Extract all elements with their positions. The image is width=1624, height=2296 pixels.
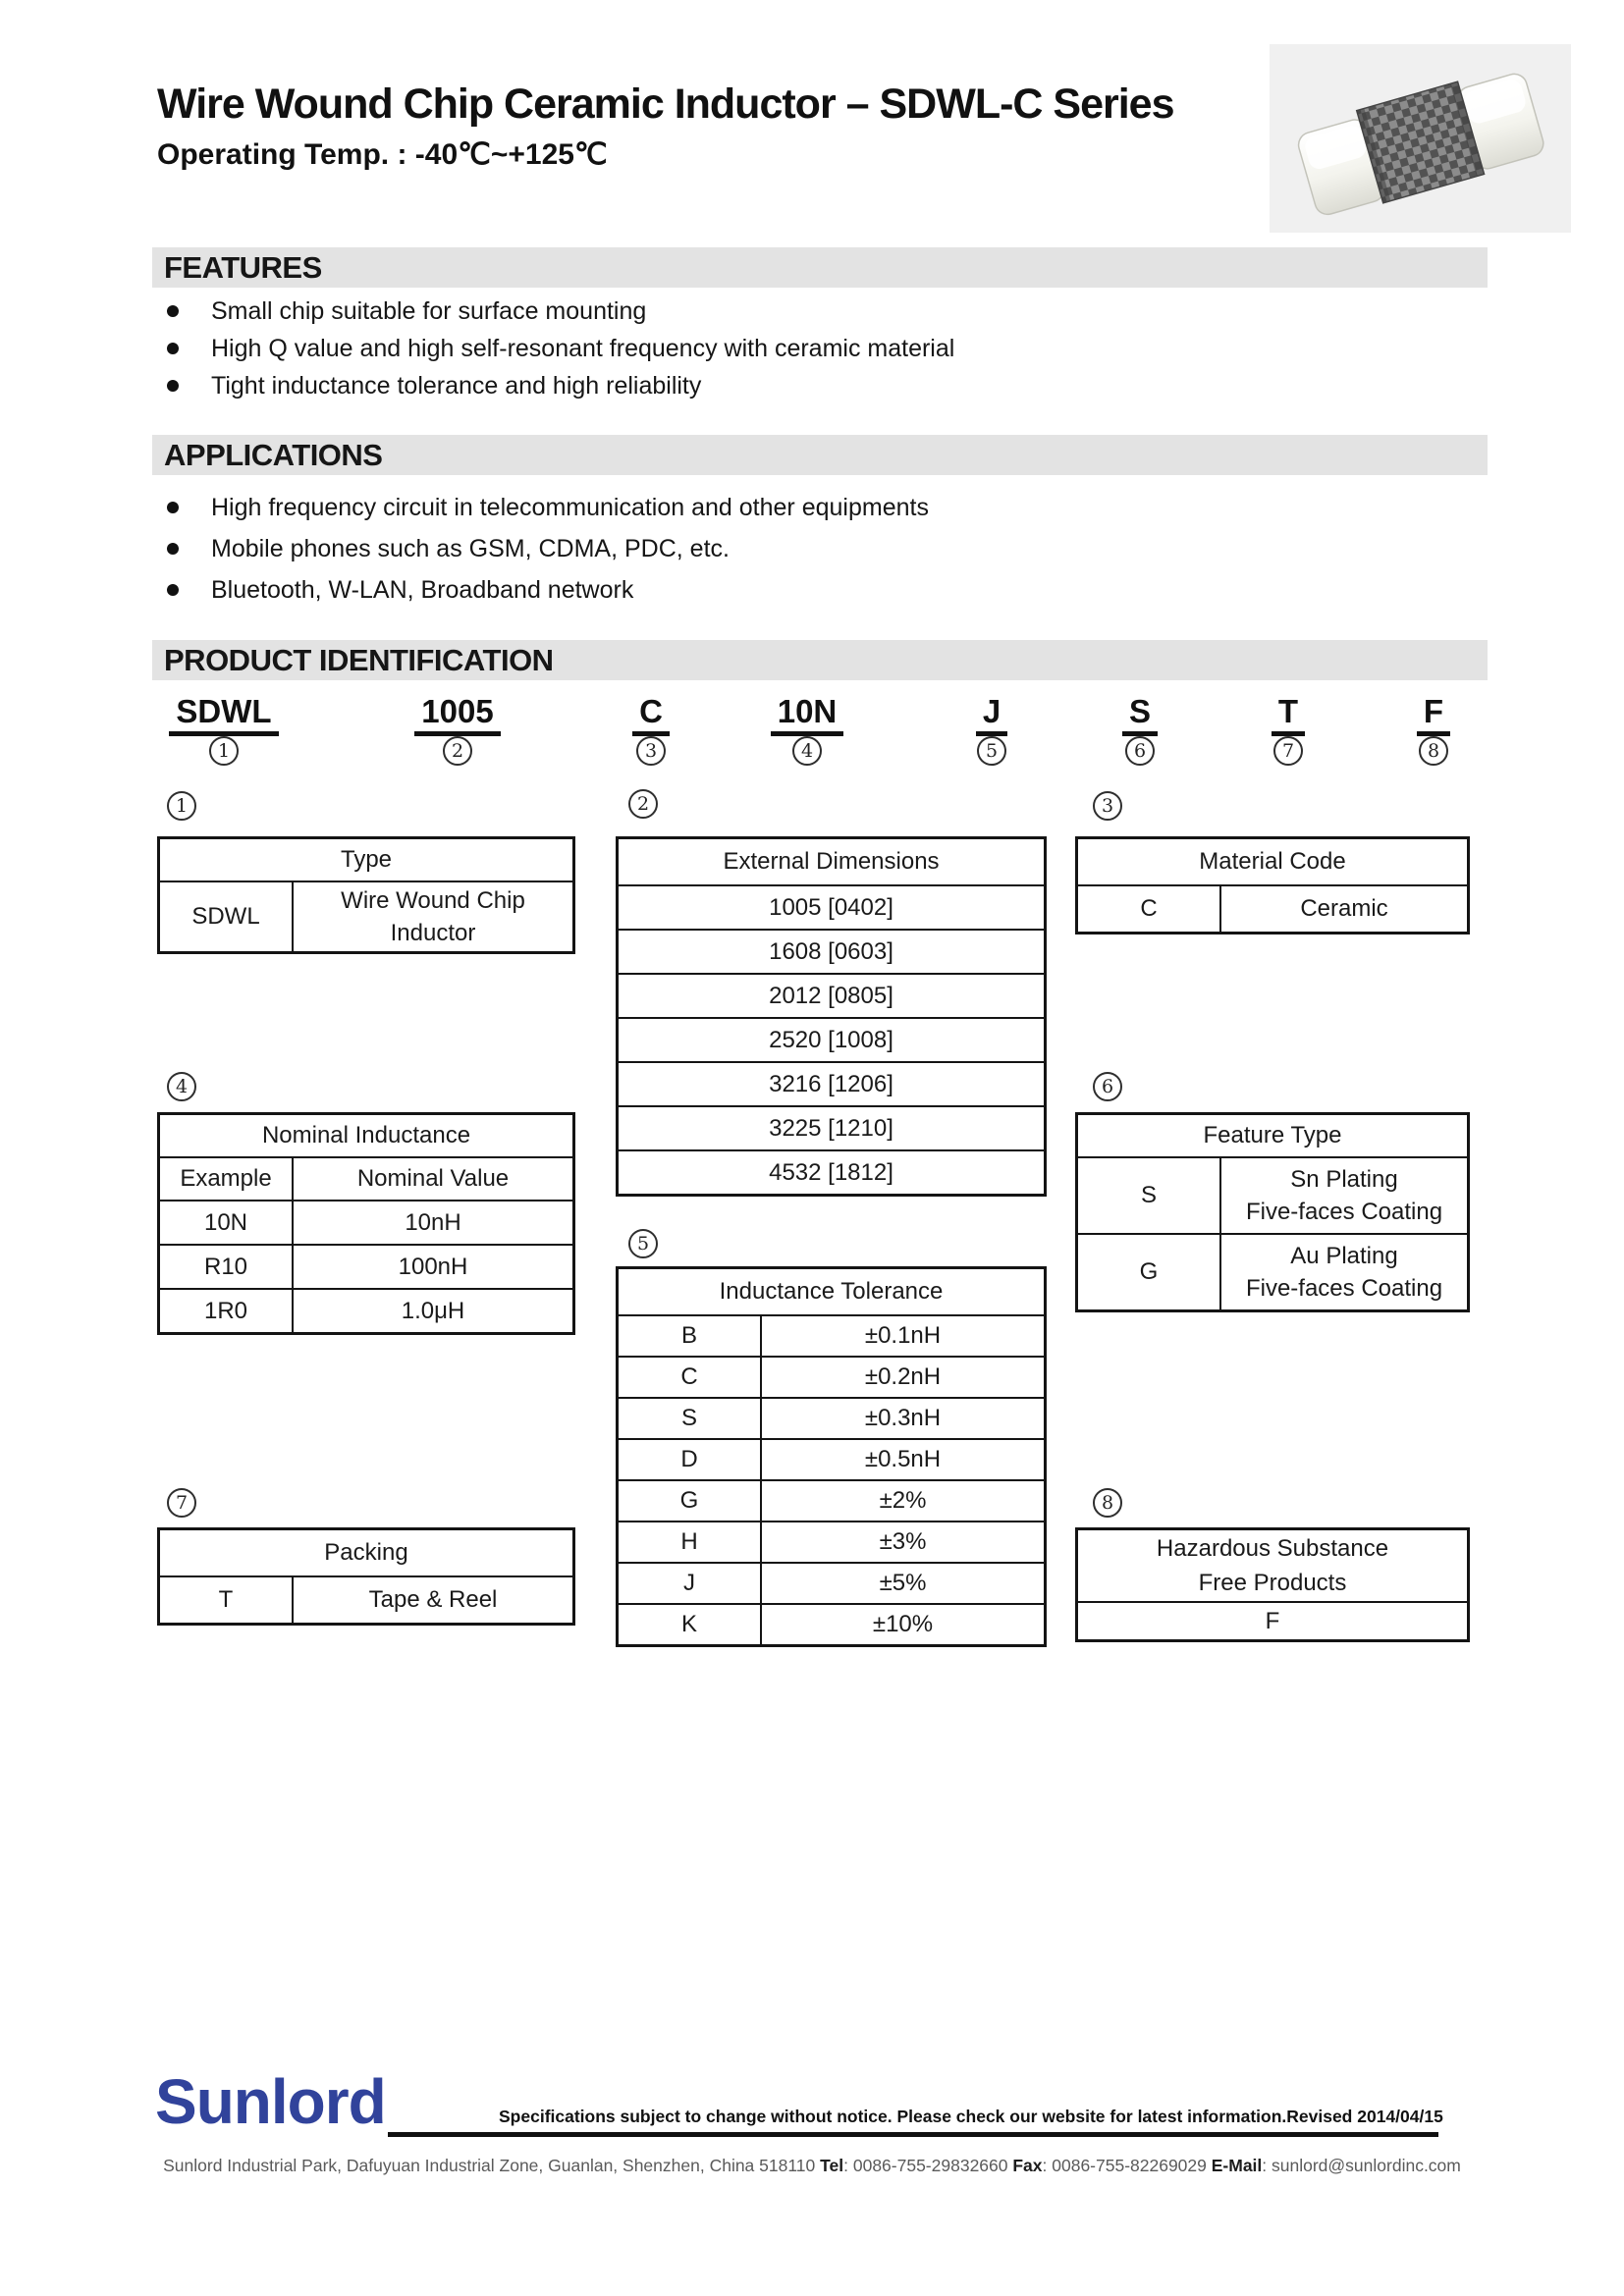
email-value: : sunlord@sunlordinc.com [1262,2156,1461,2175]
code-part-material [612,695,690,766]
circled-number: 7 [1273,736,1303,766]
fax-value: : 0086-755-82269029 [1042,2156,1212,2175]
code-segment: C [632,695,670,736]
chip-inductor-image [1270,44,1571,233]
circled-number: 6 [1125,736,1155,766]
value-cell: ±3% [761,1522,1044,1563]
table-row [160,1245,572,1289]
value-cell: 1.0μH [293,1289,572,1332]
table-row [619,1018,1044,1062]
code-cell: SDWL [160,881,293,951]
operating-temp-subtitle: Operating Temp. : -40℃~+125℃ [157,138,608,171]
table-row [1078,1602,1467,1639]
code-segment: T [1272,695,1305,736]
circled-number: 1 [209,736,239,766]
nominal-inductance-table [157,1112,575,1335]
sunlord-logo: Sunlord [155,2066,386,2137]
page-title: Wire Wound Chip Ceramic Inductor – SDWL-C Series [157,80,1174,128]
table-row [619,1357,1044,1398]
application-text: Bluetooth, W-LAN, Broadband network [211,575,634,604]
code-segment: F [1417,695,1450,736]
table-row [1078,1157,1467,1234]
table-title: Feature Type [1078,1115,1467,1157]
bullet-icon [167,380,179,392]
circled-number: 6 [1093,1072,1122,1101]
circled-number: 4 [167,1072,196,1101]
value-cell: ±5% [761,1563,1044,1604]
application-text: Mobile phones such as GSM, CDMA, PDC, etc. [211,534,730,562]
bullet-icon [167,543,179,555]
value-cell: ±0.1nH [761,1315,1044,1357]
table-row [160,881,572,951]
applications-heading: APPLICATIONS [152,435,1488,475]
code-cell: 10N [160,1201,293,1245]
table-title: Packing [160,1530,572,1576]
code-part-feature [1101,695,1179,766]
value-line: Sn Plating [1290,1166,1398,1193]
address-text: Sunlord Industrial Park, Dafuyuan Industrial Zone, Guanlan, Shenzhen, China 518110 [163,2156,821,2175]
table-header-row [160,1157,572,1201]
code-cell: H [619,1522,761,1563]
revision-date: Revised 2014/04/15 [1286,2107,1443,2126]
code-part-tolerance [952,695,1031,766]
table-row [619,1398,1044,1439]
external-dimensions-table [616,836,1047,1197]
code-segment: J [976,695,1007,736]
bullet-icon [167,584,179,596]
application-text: High frequency circuit in telecommunication and other equipments [211,493,929,521]
code-segment: 1005 [414,695,500,736]
notice-text: Specifications subject to change without notice. Please check our website for latest information. [499,2107,1287,2126]
circled-number: 8 [1419,736,1448,766]
product-photo-panel [1270,44,1571,233]
code-cell: B [619,1315,761,1357]
table-row [619,1062,1044,1106]
code-part-dimensions [399,695,516,766]
table-title [1078,1530,1467,1602]
code-segment: SDWL [169,695,278,736]
table-row [160,1289,572,1332]
table-row [619,1604,1044,1644]
circled-number: 2 [628,789,658,819]
table-row [619,974,1044,1018]
table-row [1078,1234,1467,1309]
title-line: Free Products [1198,1570,1347,1596]
email-label: E-Mail [1211,2156,1263,2175]
code-segment: 10N [771,695,844,736]
table-title: Type [160,839,572,881]
code-cell: J [619,1563,761,1604]
table-row [160,1201,572,1245]
list-item [167,330,954,367]
circled-number: 3 [1093,791,1122,821]
column-header: Nominal Value [293,1157,572,1201]
value-cell: 1005 [0402] [619,885,1044,930]
code-marker [443,739,472,762]
table-row [619,1150,1044,1194]
code-cell: T [160,1576,293,1623]
table-row [619,885,1044,930]
circled-number: 4 [792,736,822,766]
value-cell: 2012 [0805] [619,974,1044,1018]
table-title: External Dimensions [619,839,1044,885]
code-cell: S [1078,1157,1220,1234]
list-item [167,569,929,611]
table-row [1078,885,1467,932]
code-cell: S [619,1398,761,1439]
footer-notice-row [499,2107,1443,2127]
circled-number: 3 [636,736,666,766]
code-cell: K [619,1604,761,1644]
features-list [167,293,954,404]
value-line: Au Plating [1290,1243,1398,1269]
table-row [160,1576,572,1623]
code-marker [977,739,1006,762]
value-cell: Tape & Reel [293,1576,572,1623]
list-item [167,293,954,330]
code-marker [1273,739,1303,762]
value-cell [1220,1234,1467,1309]
inductance-tolerance-table [616,1266,1047,1647]
feature-text: Small chip suitable for surface mounting [211,296,647,325]
type-table [157,836,575,954]
applications-list [167,487,929,611]
tel-label: Tel [820,2156,844,2175]
value-cell: 10nH [293,1201,572,1245]
list-item [167,528,929,569]
code-cell: R10 [160,1245,293,1289]
feature-text: High Q value and high self-resonant frequency with ceramic material [211,334,955,362]
value-cell: F [1078,1602,1467,1639]
table-title: Material Code [1078,839,1467,885]
code-part-inductance [758,695,856,766]
value-cell: 100nH [293,1245,572,1289]
code-marker [1419,739,1448,762]
code-marker [209,739,239,762]
value-cell: ±2% [761,1480,1044,1522]
value-line: Five-faces Coating [1245,1199,1443,1225]
table-row [619,1315,1044,1357]
bullet-icon [167,343,179,354]
value-cell: ±0.3nH [761,1398,1044,1439]
circled-number: 8 [1093,1488,1122,1518]
code-part-hazard-free [1394,695,1473,766]
bullet-icon [167,305,179,317]
table-row [619,1106,1044,1150]
code-cell: 1R0 [160,1289,293,1332]
features-heading: FEATURES [152,247,1488,288]
table-row [619,1522,1044,1563]
value-cell: ±0.5nH [761,1439,1044,1480]
code-marker [1125,739,1155,762]
value-line: Five-faces Coating [1245,1275,1443,1302]
hazardous-free-table [1075,1527,1470,1642]
value-cell: 3225 [1210] [619,1106,1044,1150]
code-cell: G [619,1480,761,1522]
code-cell: D [619,1439,761,1480]
code-cell: C [1078,885,1220,932]
code-cell: G [1078,1234,1220,1309]
table-row [619,930,1044,974]
fax-label: Fax [1012,2156,1043,2175]
code-part-packing [1249,695,1327,766]
table-title: Nominal Inductance [160,1115,572,1157]
code-part-type [155,695,293,766]
tel-value: : 0086-755-29832660 [843,2156,1013,2175]
value-cell: Wire Wound Chip Inductor [293,881,572,951]
value-cell: ±0.2nH [761,1357,1044,1398]
column-header: Example [160,1157,293,1201]
table-row [619,1480,1044,1522]
value-cell: 3216 [1206] [619,1062,1044,1106]
material-code-table [1075,836,1470,934]
value-cell: Ceramic [1220,885,1467,932]
code-marker [636,739,666,762]
value-cell: 2520 [1008] [619,1018,1044,1062]
value-cell: 1608 [0603] [619,930,1044,974]
bullet-icon [167,502,179,513]
table-row [619,1439,1044,1480]
circled-number: 2 [443,736,472,766]
feature-type-table [1075,1112,1470,1312]
circled-number: 5 [977,736,1006,766]
value-cell [1220,1157,1467,1234]
product-identification-heading: PRODUCT IDENTIFICATION [152,640,1488,680]
circled-number: 5 [628,1229,658,1258]
list-item [167,367,954,404]
footer-address [157,2156,1467,2176]
footer-divider [388,2132,1438,2137]
table-row [619,1563,1044,1604]
title-line: Hazardous Substance [1156,1535,1389,1562]
value-cell: ±10% [761,1604,1044,1644]
table-title: Inductance Tolerance [619,1269,1044,1315]
list-item [167,487,929,528]
circled-number: 7 [167,1488,196,1518]
code-segment: S [1122,695,1158,736]
circled-number: 1 [167,791,196,821]
code-marker [792,739,822,762]
value-cell: 4532 [1812] [619,1150,1044,1194]
feature-text: Tight inductance tolerance and high reliability [211,371,702,400]
packing-table [157,1527,575,1626]
code-cell: C [619,1357,761,1398]
